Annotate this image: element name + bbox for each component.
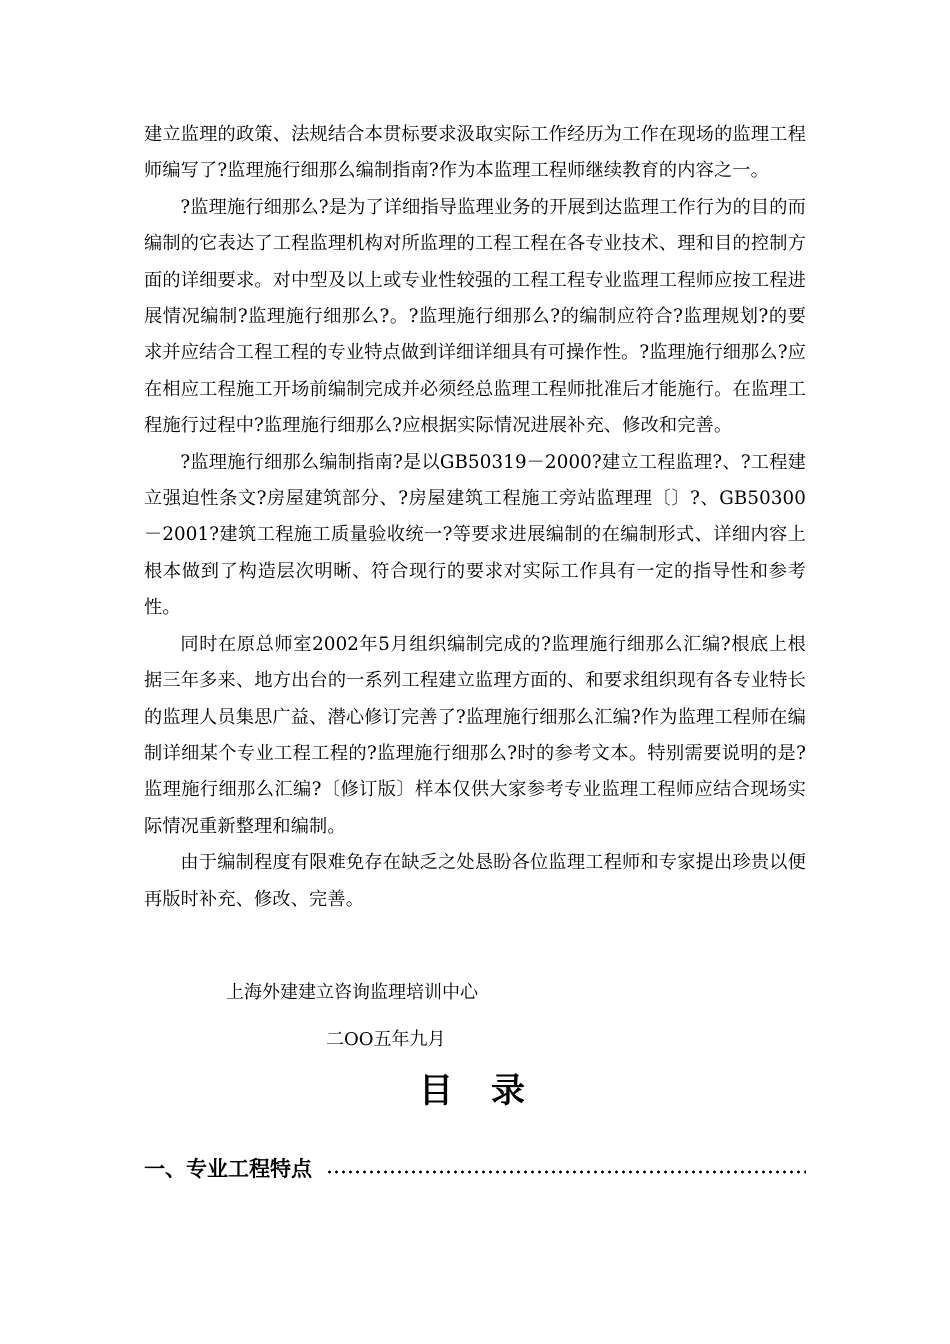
signature-organization: 上海外建建立咨询监理培训中心 (226, 982, 478, 1003)
paragraph-2: ?监理施行细那么?是为了详细指导监理业务的开展到达监理工作行为的目的而编制的它表达了工程监理机构对所监理的工程工程在各专业技术、理和目的控制方面的详细要求。对中型及以上或专业性较强的工程工程专业监理工程师应按工程进展情况编制?监理施行细那么?。?监理施行细那么?的编制应符合?监理规划?的要求并应结合工程工程的专业特点做到详细详细具有可操作性。?监理施行细那么?应在相应工程施工开场前编制完成并必须经总监理工程师批准后才能施行。在监理工程施行过程中?监理施行细那么?应根据实际情况进展补充、修改和完善。 (144, 196, 806, 437)
document-body (144, 117, 806, 918)
paragraph-4: 同时在原总师室2002年5月组织编制完成的?监理施行细那么汇编?根底上根据三年多来、地方出台的一系列工程建立监理方面的、和要求组织现有各专业特长的监理人员集思广益、潜心修订完善了?监理施行细那么汇编?作为监理工程师在编制详细某个专业工程工程的?监理施行细那么?时的参考文本。特别需要说明的是?监理施行细那么汇编?〔修订版〕样本仅供大家参考专业监理工程师应结合现场实际情况重新整理和编制。 (144, 633, 806, 837)
paragraph-3: ?监理施行细那么编制指南?是以GB50319－2000?建立工程监理?、?工程建立强迫性条文?房屋建筑部分、?房屋建筑工程施工旁站监理理〔〕?、GB50300－2001?建筑工程施工质量验收统一?等要求进展编制的在编制形式、详细内容上根本做到了构造层次明晰、符合现行的要求对实际工作具有一定的指导性和参考性。 (144, 451, 806, 619)
toc-title: 目录 (419, 1071, 563, 1111)
toc-entry-label: 一、专业工程特点 (144, 1157, 312, 1181)
paragraph-1: 建立监理的政策、法规结合本贯标要求汲取实际工作经历为工作在现场的监理工程师编写了?监理施行细那么编制指南?作为本监理工程师继续教育的内容之一。 (144, 124, 806, 182)
paragraph-5: 由于编制程度有限难免存在缺乏之处恳盼各位监理工程师和专家提出珍贵以便再版时补充、修改、完善。 (144, 852, 806, 910)
signature-date: 二OO五年九月 (326, 1029, 446, 1050)
toc-entry[interactable] (144, 1150, 806, 1186)
toc-dot-leader (326, 1170, 806, 1174)
